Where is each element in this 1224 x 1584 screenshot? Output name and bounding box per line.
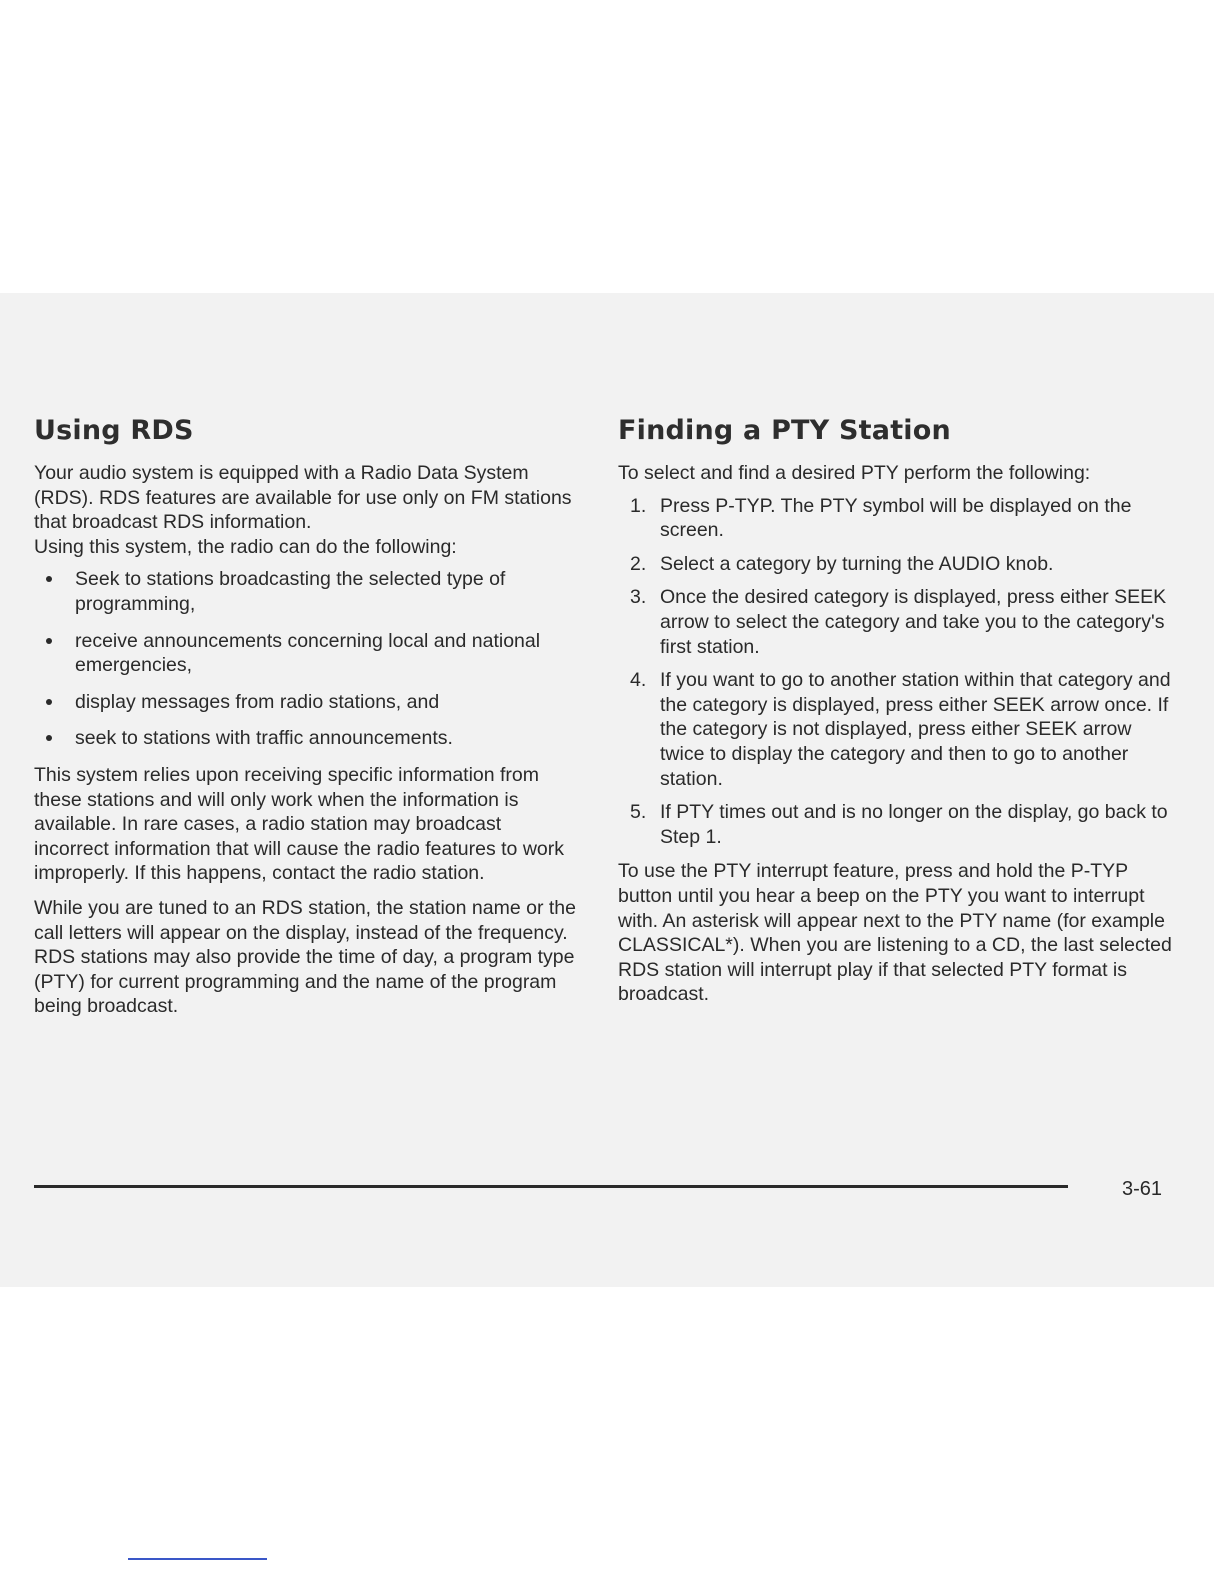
section-heading-using-rds: Using RDS: [34, 415, 194, 446]
bottom-link-underline: [128, 1558, 267, 1560]
intro-paragraph: Your audio system is equipped with a Radio Data System (RDS). RDS features are available for use only on FM stations that broadcast RDS information.: [34, 462, 572, 534]
step-text: If you want to go to another station within that category and the category is displayed, press either SEEK arrow once. If the category is not displayed, press either SEEK arrow twice to display the category and then to go to another station.: [660, 669, 1171, 790]
lead-in-text: Using this system, the radio can do the following:: [34, 535, 457, 558]
list-item: [618, 668, 1178, 791]
reliance-paragraph: This system relies upon receiving specific information from these stations and will only work when the information is available. In rare cases, a radio station may broadcast incorrect information that will cause the radio features to work improperly. If this happens, contact the radio station.: [34, 763, 564, 885]
list-item: seek to stations with traffic announcements.: [34, 726, 579, 751]
bullet-icon: [46, 699, 52, 705]
display-paragraph: While you are tuned to an RDS station, the station name or the call letters will appear on the display, instead of the frequency. RDS stations may also provide the time of day, a program type (PTY) for current programming and the name of the program being broadcast.: [34, 896, 576, 1018]
section-heading-finding-pty: Finding a PTY Station: [618, 415, 951, 446]
list-item: Seek to stations broadcasting the selected type of programming,: [34, 567, 579, 616]
step-text: Press P-TYP. The PTY symbol will be displayed on the screen.: [660, 494, 1132, 542]
steps-list: [618, 494, 1178, 850]
feature-list: [34, 567, 579, 751]
step-text: Once the desired category is displayed, press either SEEK arrow to select the category and take you to the category's first station.: [660, 586, 1167, 658]
step-number: 5.: [630, 801, 647, 824]
bullet-icon: [46, 576, 52, 582]
list-item: [618, 552, 1178, 577]
list-item: [618, 585, 1178, 659]
step-number: 4.: [630, 669, 647, 692]
step-number: 3.: [630, 586, 647, 609]
step-number: 2.: [630, 552, 647, 575]
step-number: 1.: [630, 494, 647, 517]
list-item: [618, 800, 1178, 849]
list-item: display messages from radio stations, and: [34, 690, 579, 715]
list-item: [618, 494, 1178, 543]
interrupt-paragraph: To use the PTY interrupt feature, press and hold the P-TYP button until you hear a beep on the PTY you want to interrupt with. An asterisk will appear next to the PTY name (for example CLASSICAL*). When you are listening to a CD, the last selected RDS station will interrupt play if that selected PTY format is broadcast.: [618, 860, 1172, 1006]
list-item: receive announcements concerning local and national emergencies,: [34, 629, 579, 678]
bullet-icon: [46, 638, 52, 644]
left-column: [34, 415, 579, 1029]
bullet-icon: [46, 735, 52, 741]
page-number: 3-61: [1122, 1178, 1163, 1200]
step-text: If PTY times out and is no longer on the display, go back to Step 1.: [660, 801, 1168, 848]
right-column: [618, 415, 1178, 1017]
footer-rule: [34, 1185, 1068, 1188]
step-text: Select a category by turning the AUDIO knob.: [660, 552, 1054, 575]
steps-intro: To select and find a desired PTY perform the following:: [618, 462, 1091, 484]
